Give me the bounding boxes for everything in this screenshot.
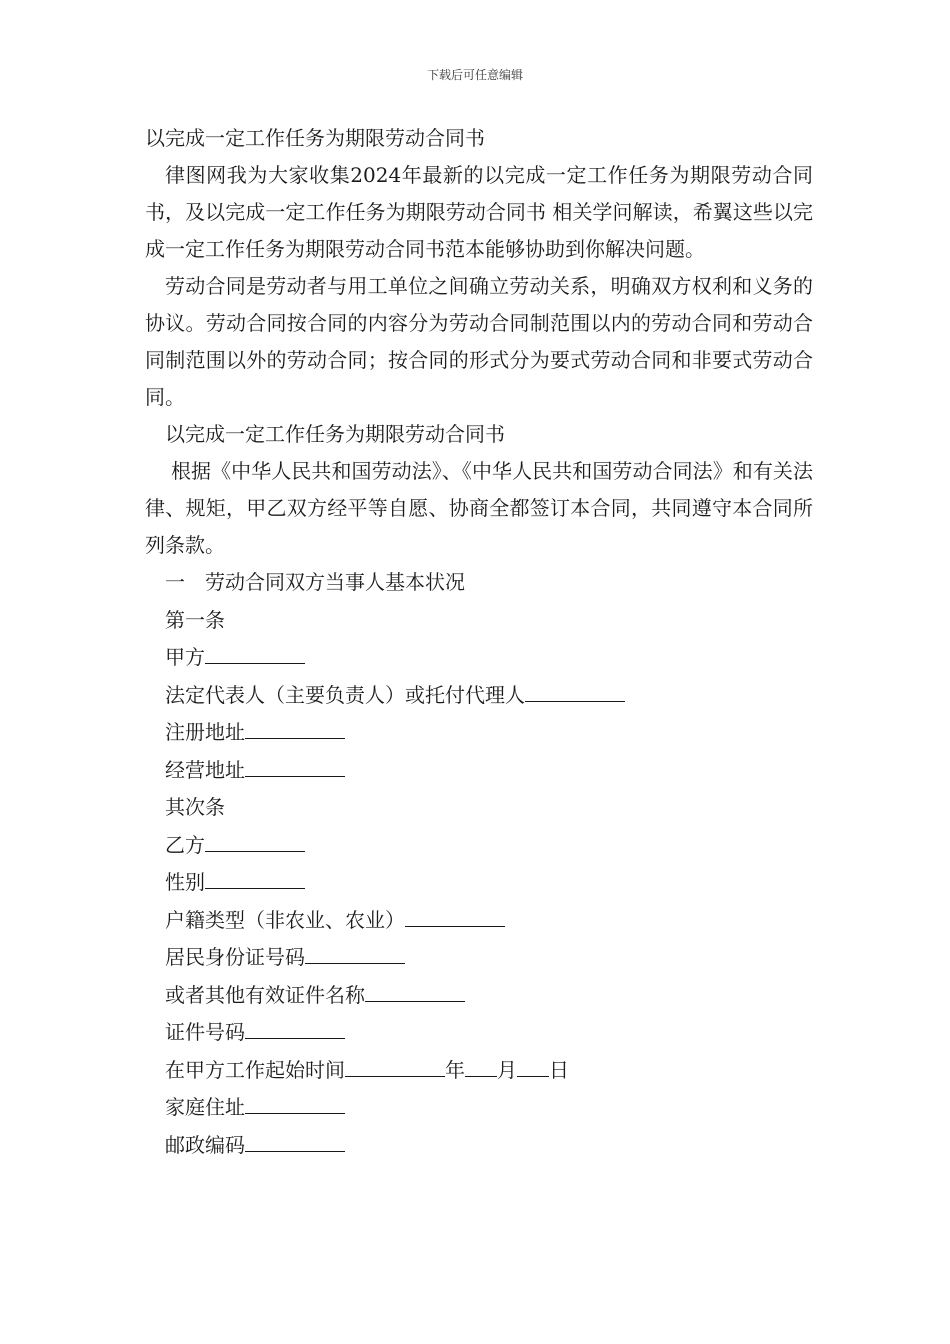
gender-blank[interactable]	[205, 868, 305, 889]
start-year-blank[interactable]	[345, 1056, 445, 1077]
other-cert-blank[interactable]	[365, 981, 465, 1002]
year-label: 年	[445, 1057, 465, 1082]
intro-paragraph: 律图网我为大家收集2024年最新的以完成一定工作任务为期限劳动合同书，及以完成一定工作任务为期限劳动合同书 相关学问解读，希翼这些以完成一定工作任务为期限劳动合同书范本能够协助到你解决问题。	[145, 163, 813, 261]
start-time-label: 在甲方工作起始时间	[165, 1057, 345, 1082]
definition-paragraph: 劳动合同是劳动者与用工单位之间确立劳动关系，明确双方权利和义务的协议。劳动合同按合同的内容分为劳动合同制范围以内的劳动合同和劳动合同制范围以外的劳动合同；按合同的形式分为要式劳动合同和非要式劳动合同。	[145, 274, 813, 409]
article-2-heading: 其次条	[165, 795, 225, 819]
biz-address-field	[145, 752, 813, 790]
start-time-field	[145, 1052, 813, 1090]
start-month-blank[interactable]	[465, 1056, 497, 1077]
legal-rep-field	[145, 677, 813, 715]
other-cert-label: 或者其他有效证件名称	[165, 982, 365, 1007]
start-day-blank[interactable]	[517, 1056, 549, 1077]
day-label: 日	[549, 1057, 569, 1082]
contract-subtitle: 以完成一定工作任务为期限劳动合同书	[165, 422, 505, 446]
household-label: 户籍类型（非农业、农业）	[165, 907, 405, 932]
household-field	[145, 902, 813, 940]
cert-number-label: 证件号码	[165, 1020, 245, 1044]
party-a-blank[interactable]	[205, 643, 305, 664]
article-1-heading: 第一条	[165, 607, 225, 632]
gender-field	[145, 864, 813, 902]
reg-address-blank[interactable]	[245, 718, 345, 739]
month-label: 月	[497, 1057, 517, 1082]
postal-code-label: 邮政编码	[165, 1132, 245, 1157]
home-address-blank[interactable]	[245, 1093, 345, 1114]
home-address-field	[145, 1089, 813, 1127]
party-b-field	[145, 827, 813, 865]
cert-number-field	[145, 1014, 813, 1052]
id-number-field	[145, 939, 813, 977]
document-title: 以完成一定工作任务为期限劳动合同书	[145, 126, 485, 150]
cert-number-blank[interactable]	[245, 1018, 345, 1039]
document-body	[145, 120, 813, 1164]
legal-rep-blank[interactable]	[525, 681, 625, 702]
legal-rep-label: 法定代表人（主要负责人）或托付代理人	[165, 682, 525, 707]
party-b-label: 乙方	[165, 832, 205, 857]
party-a-label: 甲方	[165, 645, 205, 669]
household-blank[interactable]	[405, 906, 505, 927]
id-number-blank[interactable]	[305, 943, 405, 964]
postal-code-blank[interactable]	[245, 1131, 345, 1152]
reg-address-field	[145, 714, 813, 752]
page-header: 下载后可任意编辑	[426, 68, 523, 82]
biz-address-label: 经营地址	[165, 757, 245, 782]
home-address-label: 家庭住址	[165, 1095, 245, 1119]
party-b-blank[interactable]	[205, 831, 305, 852]
biz-address-blank[interactable]	[245, 756, 345, 777]
postal-code-field	[145, 1127, 813, 1165]
id-number-label: 居民身份证号码	[165, 945, 305, 969]
reg-address-label: 注册地址	[165, 720, 245, 744]
gender-label: 性别	[165, 870, 205, 894]
section-heading-1: 一 劳动合同双方当事人基本状况	[165, 570, 465, 594]
party-a-field	[145, 639, 813, 677]
other-cert-field	[145, 977, 813, 1015]
basis-paragraph: 根据《中华人民共和国劳动法》、《中华人民共和国劳动合同法》和有关法律、规矩，甲乙双方经平等自愿、协商全都签订本合同，共同遵守本合同所列条款。	[145, 459, 813, 557]
